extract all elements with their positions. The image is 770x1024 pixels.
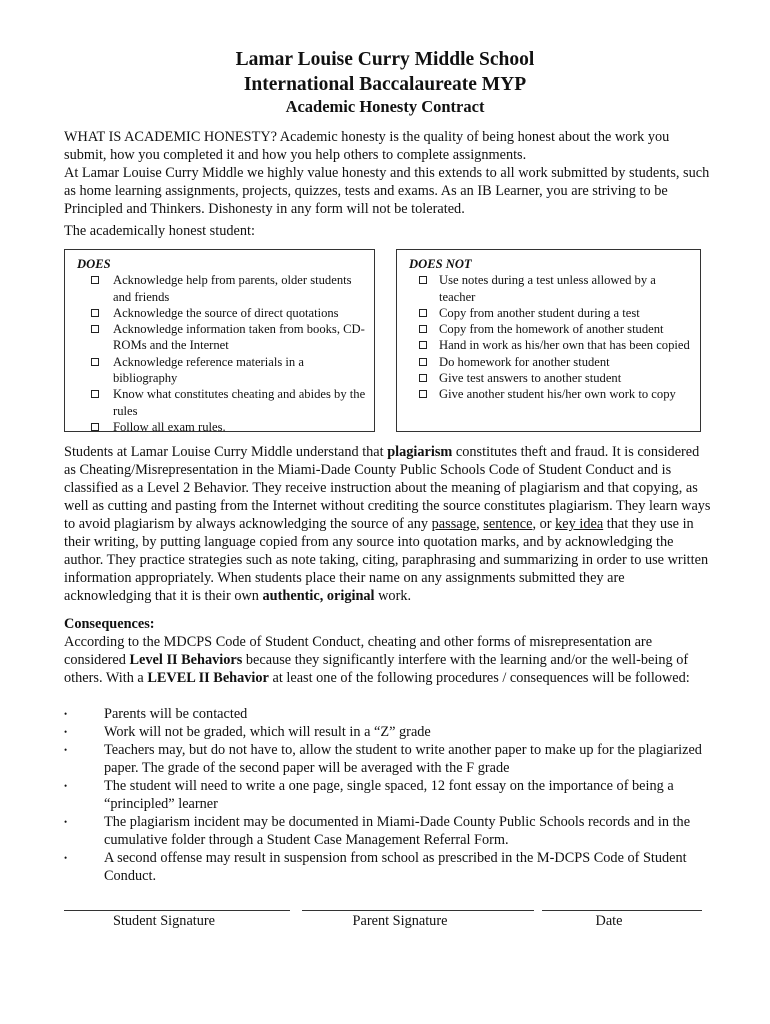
list-item: Know what constitutes cheating and abides by the rules — [65, 386, 374, 419]
plagiarism-term: plagiarism — [387, 444, 453, 460]
checkbox-icon — [419, 276, 427, 284]
list-item: Do homework for another student — [397, 354, 700, 370]
passage-term: passage — [431, 516, 477, 532]
does-box — [64, 249, 375, 432]
list-item: Use notes during a test unless allowed by a teacher — [397, 272, 700, 305]
does-title: DOES — [77, 257, 111, 271]
consequences-list — [64, 705, 714, 885]
list-item: Acknowledge help from parents, older students and friends — [65, 272, 374, 305]
authentic-original-term: authentic, original — [262, 588, 375, 604]
list-item: • Parents will be contacted — [64, 706, 248, 722]
checkbox-icon — [419, 325, 427, 333]
bullet-icon: • — [64, 709, 68, 719]
checkbox-icon — [91, 390, 99, 398]
list-item: Copy from another student during a test — [397, 305, 700, 321]
does-not-box — [396, 249, 701, 432]
parent-signature-line[interactable] — [302, 910, 534, 911]
intro-section — [64, 128, 714, 240]
list-item: Acknowledge information taken from books, CD-ROMs and the Internet — [65, 321, 374, 354]
intro-paragraph-2: At Lamar Louise Curry Middle we highly value honesty and this extends to all work submitted by students, such as home learning assignments, projects, quizzes, tests and exams. As an IB Learner, you are striving to be Principled and Thinkers. Dishonesty in any form will not be tolerated. — [64, 165, 710, 217]
list-item: • The plagiarism incident may be documented in Miami-Dade County Public Schools records and in the cumulative folder through a Student Case Management Referral Form. — [64, 814, 691, 848]
list-item: Give another student his/her own work to copy — [397, 386, 700, 402]
does-not-title: DOES NOT — [409, 257, 472, 271]
honest-student-label: The academically honest student: — [64, 223, 255, 239]
date-label: Date — [595, 913, 623, 929]
list-item: • Work will not be graded, which will result in a “Z” grade — [64, 724, 431, 740]
bullet-icon: • — [64, 817, 68, 827]
does-not-list — [397, 272, 700, 402]
bullet-icon: • — [64, 727, 68, 737]
school-name: Lamar Louise Curry Middle School — [235, 49, 535, 70]
checkbox-icon — [419, 341, 427, 349]
date-line[interactable] — [542, 910, 702, 911]
document-title: Academic Honesty Contract — [285, 97, 485, 116]
does-list — [65, 272, 374, 432]
student-signature-label: Student Signature — [112, 913, 216, 929]
checkbox-icon — [419, 309, 427, 317]
parent-signature-label: Parent Signature — [352, 913, 448, 929]
key-idea-term: key idea — [555, 516, 604, 532]
list-item: • Teachers may, but do not have to, allow the student to write another paper to make up for the plagiarized paper. The grade of the second paper will be averaged with the F grade — [64, 742, 702, 776]
checkbox-icon — [91, 423, 99, 431]
list-item: Acknowledge the source of direct quotations — [65, 305, 374, 321]
checkbox-icon — [419, 390, 427, 398]
list-item: Acknowledge reference materials in a bibliography — [65, 354, 374, 387]
list-item: Follow all exam rules. — [65, 419, 374, 432]
checkbox-icon — [91, 325, 99, 333]
bullet-icon: • — [64, 781, 68, 791]
consequences-heading: Consequences: — [64, 616, 155, 632]
checkbox-icon — [419, 358, 427, 366]
list-item: • The student will need to write a one page, single spaced, 12 font essay on the importance of being a “principled” learner — [64, 778, 674, 812]
consequences-paragraph: According to the MDCPS Code of Student Conduct, cheating and other forms of misrepresentation are considered Level II Behaviors because they significantly interfere with the learning and/or the well-being of others. With a LEVEL II Behavior at least one of the following procedures / consequences will be followed: — [64, 634, 690, 686]
checkbox-icon — [91, 358, 99, 366]
list-item: Give test answers to another student — [397, 370, 700, 386]
plagiarism-paragraph: Students at Lamar Louise Curry Middle understand that plagiarism constitutes theft and fraud. It is considered as Cheating/Misrepresentation in the Miami-Dade County Public Schools Code of Student Conduct and is classified as a Level 2 Behavior. They receive instruction about the meaning of plagiarism and that copying, as well as cutting and pasting from the Internet without crediting the source constitutes plagiarism. They learn ways to avoid plagiarism by always acknowledging the source of any passage, sentence, or key idea that they use in their writing, by putting language copied from any source into quotation marks, and by acknowledging the author. They practice strategies such as note taking, citing, paraphrasing and summarizing in order to use written information appropriately. When students place their name on any assignments submitted they are acknowledging that it is their own authentic, original work. — [64, 444, 711, 604]
program-name: International Baccalaureate MYP — [243, 74, 527, 95]
bullet-icon: • — [64, 853, 68, 863]
sentence-term: sentence — [483, 516, 533, 532]
checkbox-icon — [419, 374, 427, 382]
checkbox-icon — [91, 276, 99, 284]
list-item: Hand in work as his/her own that has been copied — [397, 337, 700, 353]
list-item: Copy from the homework of another student — [397, 321, 700, 337]
intro-paragraph-1: WHAT IS ACADEMIC HONESTY? Academic honesty is the quality of being honest about the work you submit, how you completed it and how you help others to complete assignments. — [64, 129, 670, 163]
list-item: • A second offense may result in suspension from school as prescribed in the M-DCPS Code of Student Conduct. — [64, 850, 687, 884]
student-signature-line[interactable] — [64, 910, 290, 911]
bullet-icon: • — [64, 745, 68, 755]
checkbox-icon — [91, 309, 99, 317]
